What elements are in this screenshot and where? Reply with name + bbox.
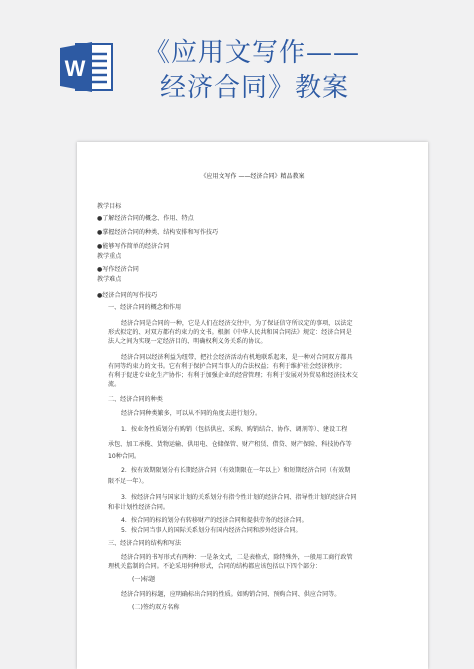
- document-title: 《应用文写作 ——经济合同》精品教案: [200, 173, 305, 180]
- text-line: 流。: [108, 381, 121, 388]
- text-line: 经济合同以经济利益为纽带，把社会经济活动有机地联系起来，是一种对合同双方都具: [121, 354, 353, 361]
- text-line: 有同等约束力的文书。它有利于保护合同当事人的合法权益；有利于维护社会经济秩序；: [108, 363, 346, 370]
- section-heading: 二、经济合同的种类: [108, 396, 163, 403]
- section-heading: 三、经济合同的结构和写法: [108, 540, 182, 547]
- word-letter: W: [64, 56, 86, 81]
- text-line: 经济合同的标题，应明确标出合同的性质。如购销合同、预购合同、供应合同等。: [121, 591, 341, 598]
- header-banner: [0, 0, 474, 118]
- text-line: 经济合同的书写形式有两种：一是条文式，二是表格式，除特殊外，一般用工商行政管: [121, 554, 353, 561]
- text-line: 教学目标: [97, 203, 122, 210]
- text-line: ●经济合同的写作技巧: [97, 292, 158, 299]
- text-line: 法人之间为实现一定经济目的、明确权利义务关系的协议。: [108, 338, 267, 345]
- text-line: 4．按合同的标的划分有转移财产的经济合同和提供劳务的经济合同。: [121, 517, 308, 524]
- text-line: 形式拟定的、对双方都有约束力的文书。根据《中华人民共和国合同法》规定：经济合同是: [108, 329, 352, 336]
- banner-title-line-1: 《应用文写作——: [144, 38, 361, 68]
- text-line: 1．按业务性质划分有购销（包括供应、采购、购销结合、协作、调剂等）、建设工程: [121, 426, 348, 433]
- text-line: 有利于促进专业化生产协作；有利于加强企业的经营管理；有利于发展对外贸易和经济技术交: [108, 372, 358, 379]
- text-line: 2．按有效期限划分有长期经济合同（有效期限在一年以上）和短期经济合同（有效期: [121, 467, 351, 474]
- text-line: 承包、加工承揽、货物运输、供用电、仓储保管、财产租赁、借贷、财产保险、科技协作等: [108, 441, 352, 448]
- text-line: 和非计划性经济合同。: [108, 504, 169, 511]
- text-line: 经济合同是合同的一种，它是人们在经济交往中，为了保证信守所议定的事项，以法定: [121, 320, 353, 327]
- banner-title-line-2: 经济合同》教案: [160, 73, 350, 103]
- subsection-heading: (二)签约双方名称: [132, 604, 180, 611]
- text-line: 教学重点: [97, 253, 122, 260]
- text-line: ●掌握经济合同的种类、结构安排和写作技巧: [97, 229, 219, 236]
- text-line: 理机关监制的合同。不论采用何种形式，合同的结构都应该包括以下四个部分：: [108, 563, 322, 570]
- word-document-icon: [60, 40, 116, 94]
- text-line: ●了解经济合同的概念、作用、特点: [97, 215, 194, 222]
- text-line: ●能够写作简单的经济合同: [97, 243, 170, 250]
- text-line: 教学难点: [97, 276, 122, 283]
- text-line: 限不足一年）。: [108, 478, 148, 485]
- subsection-heading: (一)标题: [132, 576, 156, 583]
- text-line: 经济合同种类繁多，可以从不同的角度去进行划分。: [121, 410, 262, 417]
- text-line: 5．按合同当事人的国际关系划分有国内经济合同和涉外经济合同。: [121, 527, 302, 534]
- text-line: ●写作经济合同: [97, 266, 139, 273]
- text-line: 3．按经济合同与国家计划的关系划分有指令性计划的经济合同、指导性计划的经济合同: [121, 494, 357, 501]
- text-line: 10种合同。: [108, 453, 141, 460]
- document-page: [77, 142, 428, 669]
- section-heading: 一、经济合同的概念和作用: [108, 304, 182, 311]
